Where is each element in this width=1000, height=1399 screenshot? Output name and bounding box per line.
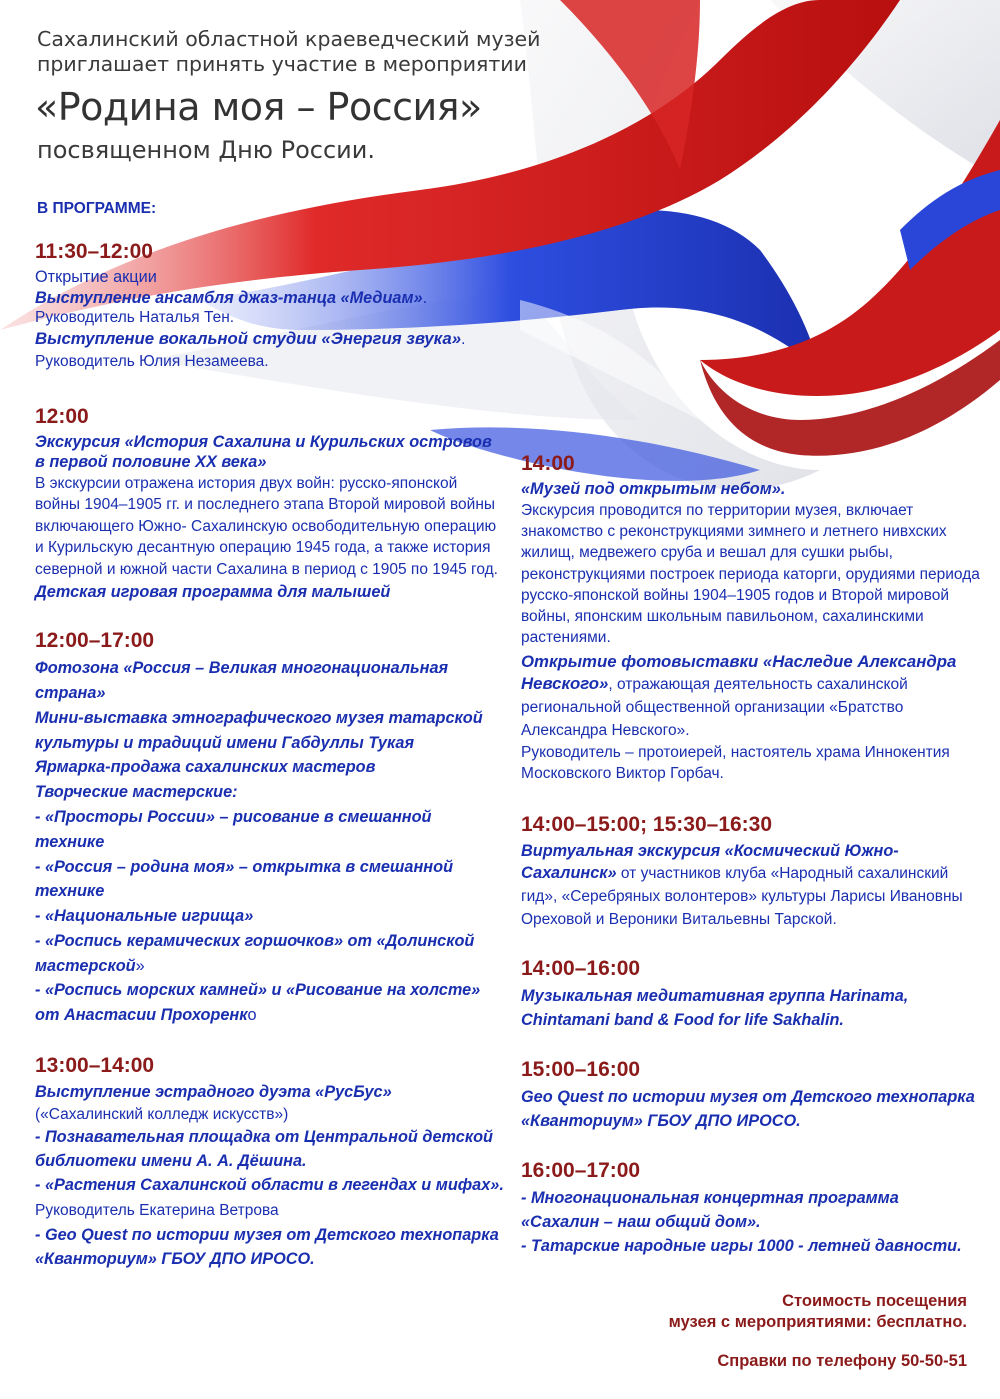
section-line: - Татарские народные игры 1000 - летней давности. <box>521 1236 962 1255</box>
program-section <box>521 1056 981 1133</box>
section-line: Geo Quest по истории музея от Детского технопарка «Кванториум» ГБОУ ДПО ИРОСО. <box>521 1087 975 1130</box>
section-line: - «Роспись морских камней» и «Рисование на холсте» от Анастасии Прохоренко <box>35 981 481 1025</box>
section-line: Творческие мастерские: <box>35 783 238 802</box>
admission-cost-line-2: музея с мероприятиями: бесплатно. <box>668 1313 967 1331</box>
section-line: Выступление эстрадного дуэта «РусБус» <box>35 1083 392 1102</box>
admission-cost-line-1: Стоимость посещения <box>782 1292 967 1310</box>
section-line: Руководитель – протоиерей, настоятель храма Иннокентия Московского Виктор Горбач. <box>521 743 950 783</box>
section-line: Выступление ансамбля джаз-танца «Медиам». <box>35 288 428 307</box>
section-line: - «Роспись керамических горшочков» от «Долинской мастерской» <box>35 931 475 975</box>
section-time: 14:00 <box>521 452 575 475</box>
header-line-2: приглашает принять участие в мероприятии <box>37 52 527 76</box>
section-time: 15:00–16:00 <box>521 1057 641 1081</box>
section-line: - Многонациональная концертная программа «Сахалин – наш общий дом». <box>521 1188 899 1231</box>
section-line: - «Просторы России» – рисование в смешанной технике <box>35 807 432 851</box>
section-line: - «Национальные игрища» <box>35 907 254 926</box>
program-section <box>521 811 981 931</box>
section-time: 12:00 <box>35 404 89 428</box>
section-description: Экскурсия проводится по территории музея, включает знакомство с реконструкциями зимнего и летнего нивхских жилищ, медвежего сруба и вешал для сушки рыбы, реконструкциями построек периода каторги, орудиями периода русско-японской войны 1904–1905 годов и Второй мировой войны, японским школьным павильоном, сахалинскими растениями. <box>521 501 980 647</box>
section-line: - «Растения Сахалинской области в легендах и мифах». Руководитель Екатерина Ветрова <box>35 1176 504 1220</box>
section-time: 16:00–17:00 <box>521 1158 641 1182</box>
section-line: Выступление вокальной студии «Энергия звука». Руководитель Юлия Незамеева. <box>35 329 466 370</box>
section-line: Мини-выставка этнографического музея татарской культуры и традиций имени Габдуллы Тукая <box>35 708 483 752</box>
event-subtitle: посвященном Дню России. <box>37 136 375 164</box>
section-line: - Geo Quest по истории музея от Детского технопарка «Кванториум» ГБОУ ДПО ИРОСО. <box>35 1226 499 1269</box>
section-line: - Познавательная площадка от Центральной детской библиотеки имени А. А. Дёшина. <box>35 1128 493 1171</box>
section-time: 14:00–15:00; 15:30–16:30 <box>521 812 773 836</box>
program-section <box>35 627 505 1028</box>
section-time: 13:00–14:00 <box>35 1054 155 1078</box>
program-section <box>35 403 505 604</box>
section-description: В экскурсии отражена история двух войн: русско-японской войны 1904–1905 гг. и последнего этапа Второй мировой войны включающего Южно- Сахалинскую освободительную операцию и Курильскую десантную операцию 1945 года, а также история северной и южной части Сахалина в период с 1905 по 1945 год. <box>35 474 498 578</box>
section-time: 14:00–16:00 <box>521 956 641 980</box>
section-line: Руководитель Наталья Тен. <box>35 309 235 327</box>
program-section <box>521 450 981 785</box>
header-line-1: Сахалинский областной краеведческий музей <box>37 27 541 51</box>
section-time: 11:30–12:00 <box>35 240 153 263</box>
section-time: 12:00–17:00 <box>35 629 155 653</box>
section-line: - «Россия – родина моя» – открытка в смешанной технике <box>35 857 454 901</box>
section-line: Ярмарка-продажа сахалинских мастеров <box>35 758 376 777</box>
section-line: Музыкальная медитативная группа Harinama, Chintamani band & Food for life Sakhalin. <box>521 986 909 1029</box>
program-label: В ПРОГРАММЕ: <box>37 200 157 217</box>
phone-info: Справки по телефону 50-50-51 <box>717 1352 967 1370</box>
section-line: Фотозона «Россия – Великая многонациональная страна» <box>35 659 449 702</box>
program-left-column <box>35 238 505 1291</box>
section-title: Экскурсия «История Сахалина и Курильских островов в первой половине XX века» <box>35 432 492 472</box>
program-section <box>521 1157 981 1258</box>
event-title: «Родина моя – Россия» <box>35 85 482 129</box>
section-title: «Музей под открытым небом». <box>521 480 786 498</box>
section-line: Открытие акции <box>35 268 157 286</box>
program-section <box>521 955 981 1032</box>
section-line: Виртуальная экскурсия «Космический Южно-Сахалинск» от участников клуба «Народный сахалинский гид», «Серебряных волонтеров» культуры Ларисы Ивановны Ореховой и Вероники Витальевны Тарской. <box>521 841 963 928</box>
section-line: Детская игровая программа для малышей <box>35 583 391 602</box>
program-section <box>35 1052 505 1271</box>
section-line: («Сахалинский колледж искусств») <box>35 1106 289 1124</box>
program-right-column <box>521 450 981 1278</box>
admission-cost <box>669 1291 967 1333</box>
program-section <box>35 238 505 373</box>
section-line: Открытие фотовыставки «Наследие Александра Невского», отражающая деятельность сахалинской региональной общественной организации «Братство Александра Невского». <box>521 651 957 739</box>
